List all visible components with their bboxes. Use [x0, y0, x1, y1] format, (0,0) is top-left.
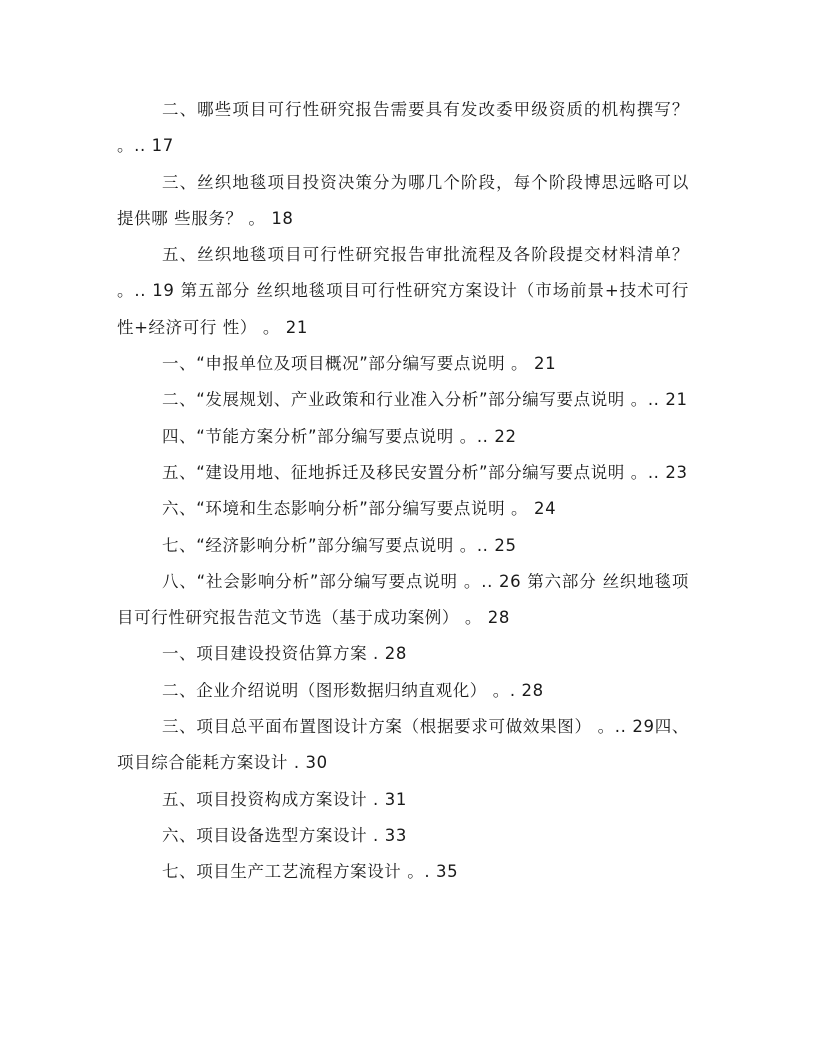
toc-entry: 五、丝织地毯项目可行性研究报告审批流程及各阶段提交材料清单？ 。.. 19 第五部分 丝织地毯项目可行性研究方案设计（市场前景+技术可行性+经济可行 性） 。 21: [117, 245, 689, 337]
toc-entry: 二、“发展规划、产业政策和行业准入分析”部分编写要点说明 。.. 21: [162, 390, 688, 410]
toc-entry: 三、项目总平面布置图设计方案（根据要求可做效果图） 。.. 29四、项目综合能耗方案设计 . 30: [117, 717, 689, 773]
toc-entry: 二、哪些项目可行性研究报告需要具有发改委甲级资质的机构撰写？ 。.. 17: [117, 100, 689, 156]
toc-entry: 六、“环境和生态影响分析”部分编写要点说明 。 24: [162, 499, 557, 519]
toc-entry: 六、项目设备选型方案设计 . 33: [162, 825, 407, 845]
toc-entry: 二、企业介绍说明（图形数据归纳直观化） 。. 28: [162, 680, 544, 700]
toc-entry: 八、“社会影响分析”部分编写要点说明 。.. 26 第六部分 丝织地毯项目可行性研究报告范文节选（基于成功案例） 。 28: [117, 571, 689, 628]
toc-entry: 三、丝织地毯项目投资决策分为哪几个阶段，每个阶段博思远略可以提供哪 些服务？ 。 18: [117, 172, 689, 228]
toc-entry: 四、“节能方案分析”部分编写要点说明 。.. 22: [162, 426, 517, 446]
toc-entry: 七、项目生产工艺流程方案设计 。. 35: [162, 862, 459, 882]
toc-entry: 一、项目建设投资估算方案 . 28: [162, 644, 407, 664]
toc-entry: 五、项目投资构成方案设计 . 31: [162, 789, 407, 809]
table-of-contents: [117, 92, 689, 891]
toc-entry: 一、“申报单位及项目概况”部分编写要点说明 。 21: [162, 354, 557, 374]
toc-entry: 七、“经济影响分析”部分编写要点说明 。.. 25: [162, 535, 517, 555]
toc-entry: 五、“建设用地、征地拆迁及移民安置分析”部分编写要点说明 。.. 23: [162, 462, 688, 482]
